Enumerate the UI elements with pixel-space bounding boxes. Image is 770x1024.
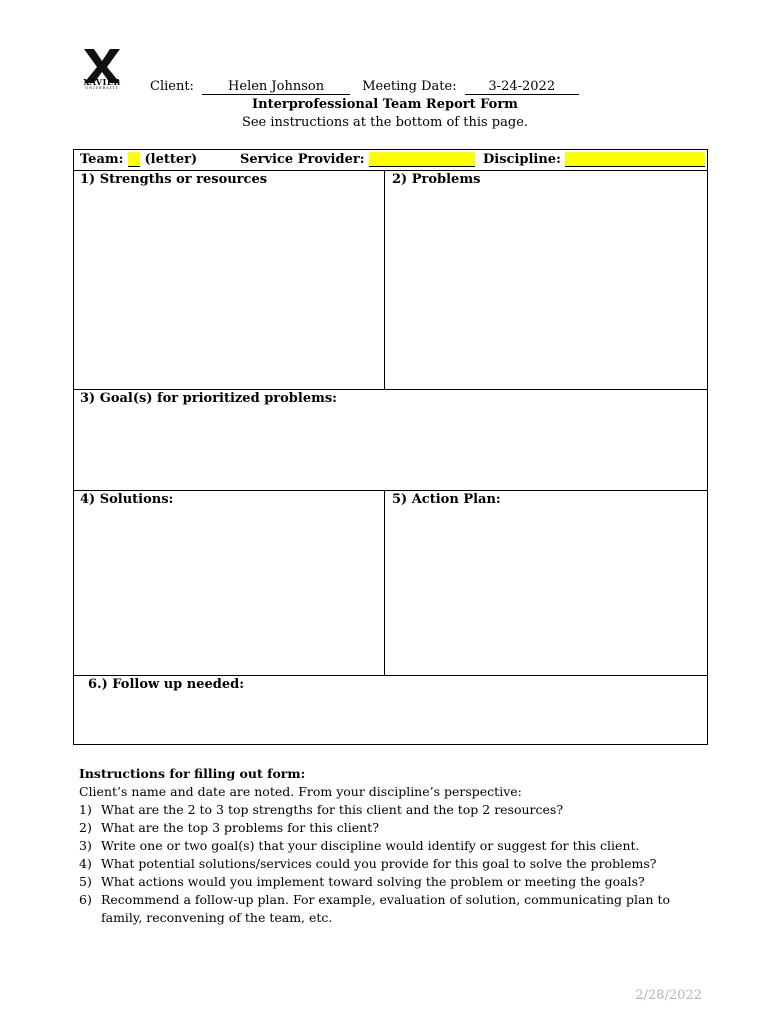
action-plan-label: 5) Action Plan: bbox=[392, 492, 501, 507]
team-row bbox=[80, 152, 197, 167]
service-provider-field[interactable] bbox=[369, 152, 475, 167]
footer-date: 2/28/2022 bbox=[635, 988, 702, 1003]
discipline-row bbox=[483, 152, 705, 167]
report-form-table bbox=[73, 149, 708, 745]
form-title: Interprofessional Team Report Form bbox=[252, 97, 518, 112]
instructions-block bbox=[79, 765, 699, 927]
solutions-label: 4) Solutions: bbox=[80, 492, 174, 507]
instruction-item: 1) What are the 2 to 3 top strengths for this client and the top 2 resources? bbox=[79, 802, 564, 817]
meeting-date-value: 3-24-2022 bbox=[488, 79, 556, 94]
problems-label: 2) Problems bbox=[392, 172, 481, 187]
goals-input-area[interactable] bbox=[74, 408, 707, 488]
xavier-logo bbox=[80, 47, 124, 91]
team-suffix: (letter) bbox=[144, 152, 198, 167]
form-subtitle: See instructions at the bottom of this page. bbox=[241, 115, 529, 130]
instructions-list bbox=[79, 801, 699, 927]
instruction-item: 6) Recommend a follow-up plan. For example, evaluation of solution, communicating plan to family, reconvening of the team, etc. bbox=[79, 892, 671, 925]
meeting-date-field[interactable] bbox=[465, 80, 579, 95]
row-divider bbox=[74, 389, 707, 390]
solutions-input-area[interactable] bbox=[74, 508, 384, 673]
instruction-item: 4) What potential solutions/services could you provide for this goal to solve the problems? bbox=[79, 856, 657, 871]
client-name-field[interactable] bbox=[202, 80, 350, 95]
goals-label: 3) Goal(s) for prioritized problems: bbox=[80, 391, 337, 406]
team-label: Team: bbox=[80, 152, 124, 167]
instruction-item: 5) What actions would you implement toward solving the problem or meeting the goals? bbox=[79, 874, 645, 889]
instruction-item: 3) Write one or two goal(s) that your discipline would identify or suggest for this client. bbox=[79, 838, 640, 853]
service-provider-row bbox=[240, 152, 475, 167]
client-row bbox=[150, 79, 579, 95]
logo-wordmark: XAVIER bbox=[83, 77, 121, 87]
instructions-title: Instructions for filling out form: bbox=[79, 766, 306, 781]
follow-up-label: 6.) Follow up needed: bbox=[88, 677, 245, 692]
follow-up-input-area[interactable] bbox=[74, 694, 707, 744]
client-name-value: Helen Johnson bbox=[228, 79, 325, 94]
instruction-item: 2) What are the top 3 problems for this client? bbox=[79, 820, 379, 835]
discipline-label: Discipline: bbox=[483, 152, 561, 167]
instructions-intro: Client’s name and date are noted. From your discipline’s perspective: bbox=[79, 784, 522, 799]
row-divider bbox=[74, 675, 707, 676]
discipline-field[interactable] bbox=[565, 152, 705, 167]
strengths-label: 1) Strengths or resources bbox=[80, 172, 268, 187]
client-label: Client: bbox=[150, 79, 194, 94]
action-plan-input-area[interactable] bbox=[385, 508, 707, 673]
row-divider bbox=[74, 490, 707, 491]
problems-input-area[interactable] bbox=[385, 186, 707, 386]
meeting-date-label: Meeting Date: bbox=[362, 79, 457, 94]
team-letter-field[interactable] bbox=[128, 152, 140, 167]
row-divider bbox=[74, 170, 707, 171]
service-provider-label: Service Provider: bbox=[240, 152, 365, 167]
logo-subtext: UNIVERSITY bbox=[85, 86, 119, 90]
strengths-input-area[interactable] bbox=[74, 186, 384, 386]
